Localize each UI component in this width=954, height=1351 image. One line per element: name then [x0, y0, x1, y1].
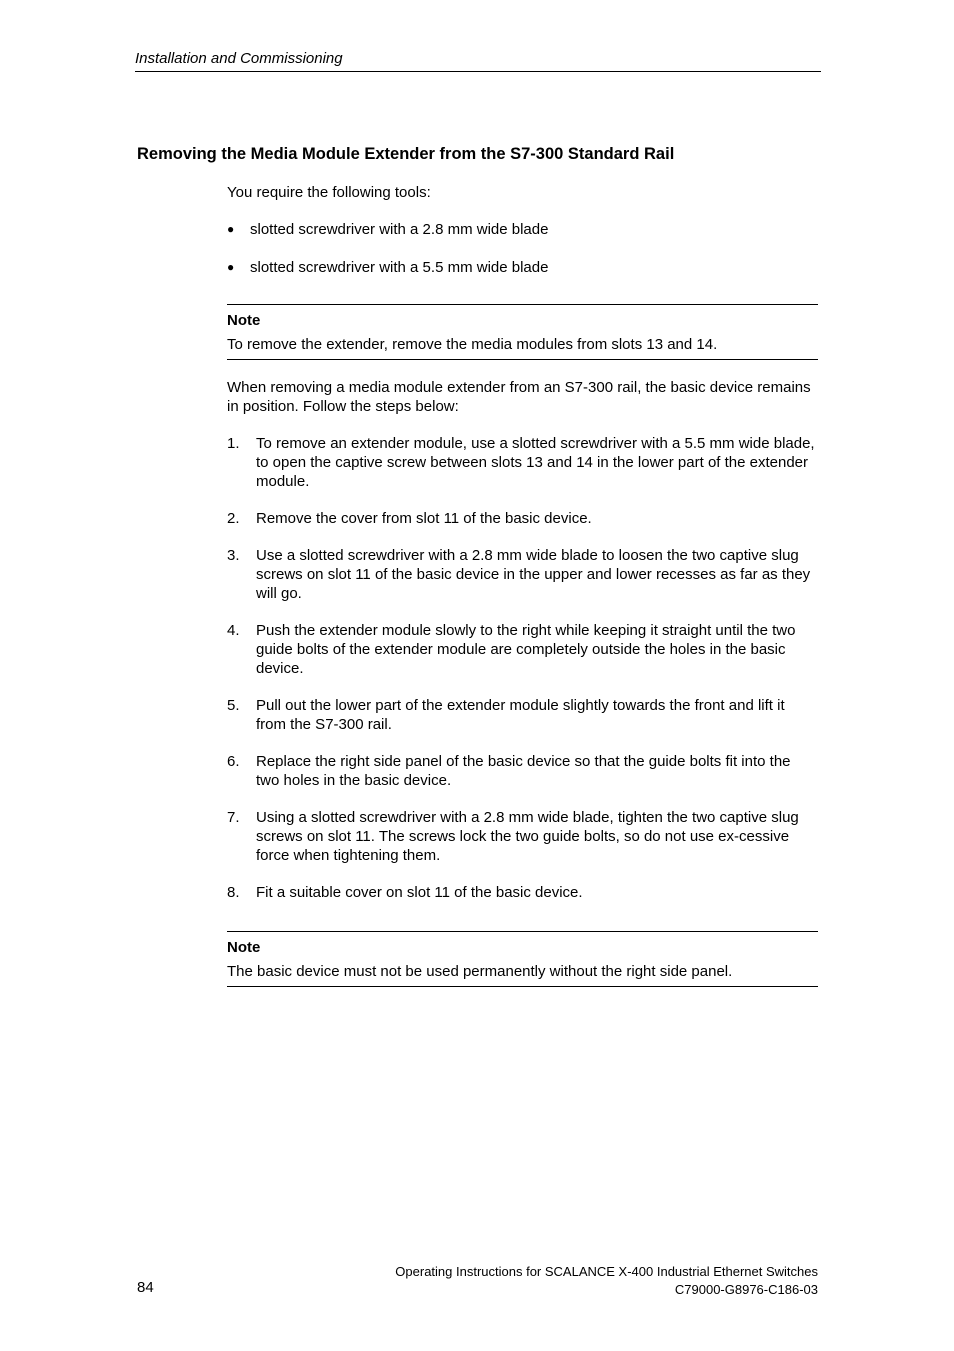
running-header: [135, 50, 821, 72]
step-text: Fit a suitable cover on slot 11 of the basic device.: [256, 884, 583, 901]
step-text: Push the extender module slowly to the right while keeping it straight until the two guide bolts of the extender module are completely outside the holes in the basic device.: [256, 622, 796, 677]
step-text: Use a slotted screwdriver with a 2.8 mm wide blade to loosen the two captive slug screws on slot 11 of the basic device in the upper and lower recesses as far as they will go.: [256, 547, 811, 602]
note-text: The basic device must not be used permanently without the right side panel.: [227, 963, 733, 980]
step-number: 6.: [227, 753, 240, 770]
main-content: [227, 183, 818, 987]
note-heading: Note: [227, 312, 261, 329]
step-text: Remove the cover from slot 11 of the basic device.: [256, 510, 592, 527]
step-number: 3.: [227, 547, 240, 564]
tool-text: slotted screwdriver with a 5.5 mm wide blade: [250, 259, 549, 276]
bullet-icon: ●: [227, 260, 235, 274]
footer-doc-id: C79000-G8976-C186-03: [674, 1282, 818, 1297]
step-item: [227, 696, 818, 734]
step-number: 7.: [227, 809, 240, 826]
tools-list: [227, 220, 818, 277]
footer-doc-title: Operating Instructions for SCALANCE X-400 Industrial Ethernet Switches: [395, 1264, 818, 1279]
step-number: 4.: [227, 622, 240, 639]
procedure-intro: When removing a media module extender from an S7-300 rail, the basic device remains in position. Follow the steps below:: [227, 379, 811, 415]
note-text: To remove the extender, remove the media modules from slots 13 and 14.: [227, 336, 718, 353]
steps-list: [227, 434, 818, 902]
step-item: [227, 808, 818, 865]
tools-intro: You require the following tools:: [227, 184, 431, 201]
note-box: [227, 931, 818, 987]
note-heading: Note: [227, 939, 261, 956]
note-box: [227, 304, 818, 360]
step-item: [227, 883, 818, 902]
step-item: [227, 621, 818, 678]
page-number: 84: [137, 1279, 154, 1296]
step-item: [227, 752, 818, 790]
list-item: [227, 258, 818, 277]
step-text: To remove an extender module, use a slotted screwdriver with a 5.5 mm wide blade, to open the captive screw between slots 13 and 14 in the lower part of the extender module.: [256, 435, 815, 490]
section-title: Removing the Media Module Extender from the S7-300 Standard Rail: [137, 145, 675, 163]
step-number: 8.: [227, 884, 240, 901]
list-item: [227, 220, 818, 239]
step-number: 2.: [227, 510, 240, 527]
step-text: Pull out the lower part of the extender module slightly towards the front and lift it from the S7-300 rail.: [256, 697, 785, 733]
step-item: [227, 434, 818, 491]
step-text: Replace the right side panel of the basic device so that the guide bolts fit into the two holes in the basic device.: [256, 753, 791, 789]
bullet-icon: ●: [227, 222, 235, 236]
header-title: Installation and Commissioning: [135, 50, 343, 67]
step-item: [227, 546, 818, 603]
step-number: 5.: [227, 697, 240, 714]
tool-text: slotted screwdriver with a 2.8 mm wide blade: [250, 221, 549, 238]
footer-doc-info: [395, 1263, 818, 1299]
step-item: [227, 509, 818, 528]
step-number: 1.: [227, 435, 240, 452]
step-text: Using a slotted screwdriver with a 2.8 mm wide blade, tighten the two captive slug screws on slot 11. The screws lock the two guide bolts, so do not use ex-cessive force when tightening them.: [256, 809, 799, 864]
